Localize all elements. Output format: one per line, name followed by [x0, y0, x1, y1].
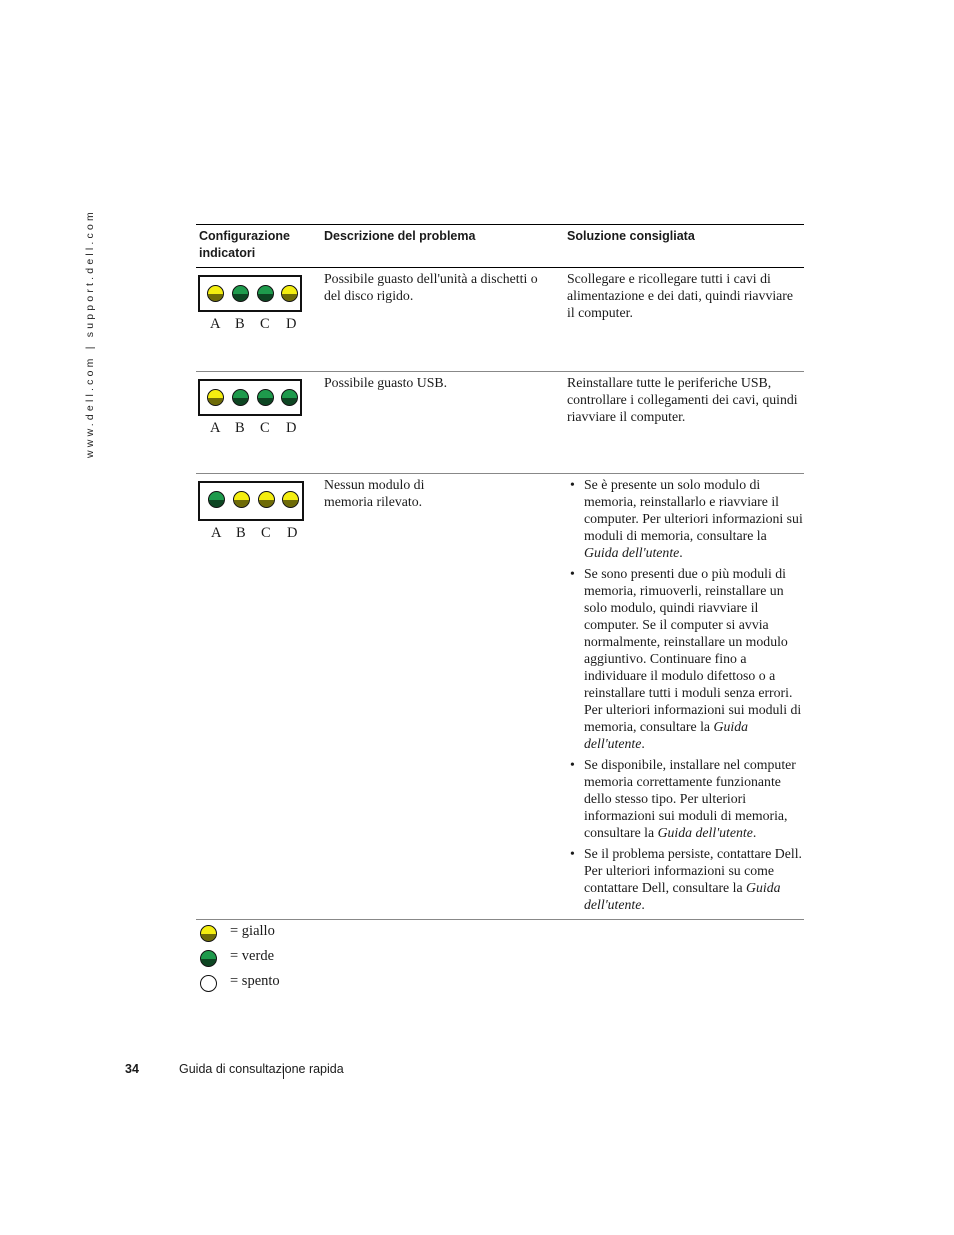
table-header — [196, 224, 804, 268]
letter-c: C — [260, 420, 270, 436]
legend-led-yellow — [200, 925, 217, 942]
legend-label: = giallo — [230, 923, 275, 939]
led-a — [207, 389, 224, 406]
letter-b: B — [235, 316, 245, 332]
led-b — [232, 389, 249, 406]
solution-bullet: • Se disponibile, installare nel computer memoria correttamente funzionante dello stesso tipo. Per ulteriori informazioni sui moduli di memoria, consultare la Guida dell'utente. — [567, 756, 803, 841]
side-url: www.dell.com | support.dell.com — [84, 209, 96, 458]
header-config: Configurazione indicatori — [199, 229, 290, 260]
legend-label: = spento — [230, 973, 280, 989]
letter-a: A — [210, 316, 221, 332]
legend-led-off — [200, 975, 217, 992]
led-panel — [198, 481, 304, 521]
letter-c: C — [260, 316, 270, 332]
table-row — [196, 474, 804, 920]
solution-list — [567, 476, 803, 917]
table-row — [196, 372, 804, 474]
problem-description: Possibile guasto dell'unità a dischetti o del disco rigido. — [324, 271, 538, 303]
letter-b: B — [235, 420, 245, 436]
led-c — [257, 389, 274, 406]
led-panel — [198, 275, 302, 312]
led-a — [207, 285, 224, 302]
letter-a: A — [211, 525, 222, 541]
solution-bullet: • Se sono presenti due o più moduli di memoria, rimuoverli, reinstallare un solo modulo, quindi riavviare il computer. Se il computer si avvia normalmente, reinstallare un modulo aggiuntivo. Continuare fino a individuare il modulo difettoso o a reinstallare tutti i moduli senza errori. Per ulteriori informazioni sui moduli di memoria, consultare la Guida dell'utente. — [567, 565, 803, 752]
letter-a: A — [210, 420, 221, 436]
footer-title: Guida di consultazione rapida — [179, 1062, 344, 1076]
letter-d: D — [286, 316, 297, 332]
letter-b: B — [236, 525, 246, 541]
letter-d: D — [286, 420, 297, 436]
header-problem: Descrizione del problema — [324, 229, 476, 243]
led-c — [258, 491, 275, 508]
solution-bullet: • Se è presente un solo modulo di memoria, reinstallarlo e riavviare il computer. Per ulteriori informazioni sui moduli di memoria, consultare la Guida dell'utente. — [567, 476, 803, 561]
led-b — [232, 285, 249, 302]
letter-c: C — [261, 525, 271, 541]
led-d — [281, 389, 298, 406]
led-d — [281, 285, 298, 302]
table-row — [196, 268, 804, 372]
solution-text: Reinstallare tutte le periferiche USB, controllare i collegamenti dei cavi, quindi riavviare il computer. — [567, 375, 798, 424]
led-b — [233, 491, 250, 508]
solution-bullet: • Se il problema persiste, contattare Dell. Per ulteriori informazioni su come contattare Dell, consultare la Guida dell'utente. — [567, 845, 803, 913]
led-d — [282, 491, 299, 508]
problem-description: Possibile guasto USB. — [324, 375, 448, 390]
solution-text: Scollegare e ricollegare tutti i cavi di alimentazione e dei dati, quindi riavviare il computer. — [567, 271, 794, 320]
header-solution: Soluzione consigliata — [567, 229, 695, 243]
letter-d: D — [287, 525, 298, 541]
led-panel — [198, 379, 302, 416]
legend-label: = verde — [230, 948, 275, 964]
legend-led-green — [200, 950, 217, 967]
diagnostic-lights-table — [196, 224, 804, 920]
page-number: 34 — [125, 1062, 139, 1076]
problem-description: Nessun modulo di memoria rilevato. — [324, 477, 425, 509]
led-c — [257, 285, 274, 302]
led-a — [208, 491, 225, 508]
